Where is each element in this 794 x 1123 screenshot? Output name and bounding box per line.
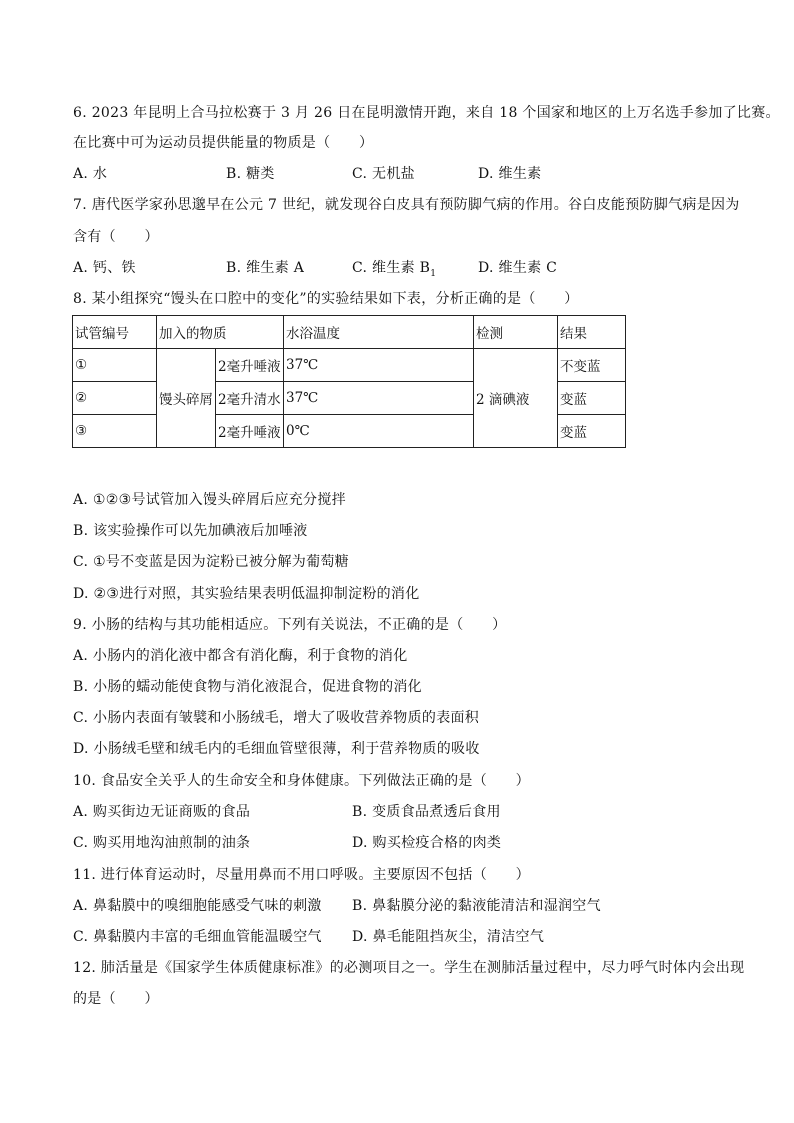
- q10-option-a: A. 购买街边无证商贩的食品: [73, 804, 251, 820]
- q11-option-b: B. 鼻黏膜分泌的黏液能清洁和湿润空气: [352, 898, 601, 914]
- header-added-substance: 加入的物质: [157, 316, 284, 349]
- q9-option-b: B. 小肠的蠕动能使食物与消化液混合，促进食物的消化: [73, 679, 422, 695]
- result-3: 变蓝: [558, 415, 626, 448]
- tube-id-2: ②: [73, 382, 157, 415]
- result-1: 不变蓝: [558, 349, 626, 382]
- q8-option-b: B. 该实验操作可以先加碘液后加唾液: [73, 523, 308, 539]
- q7-option-b: B. 维生素 A: [226, 260, 305, 276]
- q10-option-b: B. 变质食品煮透后食用: [352, 804, 501, 820]
- tube-id-3: ③: [73, 415, 157, 448]
- q9-option-c: C. 小肠内表面有皱襞和小肠绒毛，增大了吸收营养物质的表面积: [73, 710, 480, 726]
- q6-option-b: B. 糖类: [226, 166, 275, 182]
- header-detection: 检测: [474, 316, 558, 349]
- shared-material-cell: 馒头碎屑: [157, 349, 216, 448]
- q7-stem-line1: 7. 唐代医学家孙思邈早在公元 7 世纪，就发现谷白皮具有预防脚气病的作用。谷白皮能预防脚气病是因为: [73, 197, 740, 213]
- liquid-3: 2毫升唾液: [216, 415, 284, 448]
- q6-stem-line1: 6. 2023 年昆明上合马拉松赛于 3 月 26 日在昆明激情开跑，来自 18 个国家和地区的上万名选手参加了比赛。: [73, 105, 780, 121]
- result-2: 变蓝: [558, 382, 626, 415]
- temp-1: 37℃: [284, 349, 474, 382]
- shared-detection-cell: 2 滴碘液: [474, 349, 558, 448]
- q8-option-c: C. ①号不变蓝是因为淀粉已被分解为葡萄糖: [73, 554, 349, 570]
- q12-stem-line2: 的是（ ）: [73, 991, 159, 1007]
- temp-2: 37℃: [284, 382, 474, 415]
- q11-option-c: C. 鼻黏膜内丰富的毛细血管能温暖空气: [73, 929, 322, 945]
- q10-option-c: C. 购买用地沟油煎制的油条: [73, 835, 251, 851]
- table-row: [73, 349, 626, 382]
- q8-option-d: D. ②③进行对照，其实验结果表明低温抑制淀粉的消化: [73, 586, 420, 602]
- q9-option-a: A. 小肠内的消化液中都含有消化酶，利于食物的消化: [73, 648, 408, 664]
- table-header-row: [73, 316, 626, 349]
- q8-experiment-table: [72, 315, 626, 448]
- q8-stem: 8. 某小组探究“馒头在口腔中的变化”的实验结果如下表，分析正确的是（ ）: [73, 291, 579, 307]
- q7-option-a: A. 钙、铁: [73, 260, 136, 276]
- header-water-bath-temp: 水浴温度: [284, 316, 474, 349]
- q11-option-d: D. 鼻毛能阻挡灰尘，清洁空气: [352, 929, 545, 945]
- q12-stem-line1: 12. 肺活量是《国家学生体质健康标准》的必测项目之一。学生在测肺活量过程中，尽力呼气时体内会出现: [73, 960, 745, 976]
- q6-stem-line2: 在比赛中可为运动员提供能量的物质是（ ）: [73, 135, 374, 151]
- q7-option-c: [352, 258, 436, 284]
- q9-option-d: D. 小肠绒毛壁和绒毛内的毛细血管壁很薄，利于营养物质的吸收: [73, 741, 480, 757]
- q8-option-a: A. ①②③号试管加入馒头碎屑后应充分搅拌: [73, 492, 346, 508]
- q10-option-d: D. 购买检疫合格的肉类: [352, 835, 502, 851]
- header-tube-number: 试管编号: [73, 316, 157, 349]
- q11-option-a: A. 鼻黏膜中的嗅细胞能感受气味的刺激: [73, 898, 322, 914]
- q9-stem: 9. 小肠的结构与其功能相适应。下列有关说法，不正确的是（ ）: [73, 617, 507, 633]
- q7-option-c-text: C. 维生素 B: [352, 260, 431, 276]
- q7-option-d: D. 维生素 C: [478, 260, 558, 276]
- q7-option-c-subscript: 1: [430, 268, 437, 279]
- q6-option-a: A. 水: [73, 166, 108, 182]
- q7-stem-line2: 含有（ ）: [73, 229, 159, 245]
- liquid-2: 2毫升清水: [216, 382, 284, 415]
- tube-id-1: ①: [73, 349, 157, 382]
- q6-option-c: C. 无机盐: [352, 166, 415, 182]
- temp-3: 0℃: [284, 415, 474, 448]
- liquid-1: 2毫升唾液: [216, 349, 284, 382]
- q10-stem: 10. 食品安全关乎人的生命安全和身体健康。下列做法正确的是（ ）: [73, 773, 530, 789]
- header-result: 结果: [558, 316, 626, 349]
- q11-stem: 11. 进行体育运动时，尽量用鼻而不用口呼吸。主要原因不包括（ ）: [73, 867, 530, 883]
- q6-option-d: D. 维生素: [478, 166, 542, 182]
